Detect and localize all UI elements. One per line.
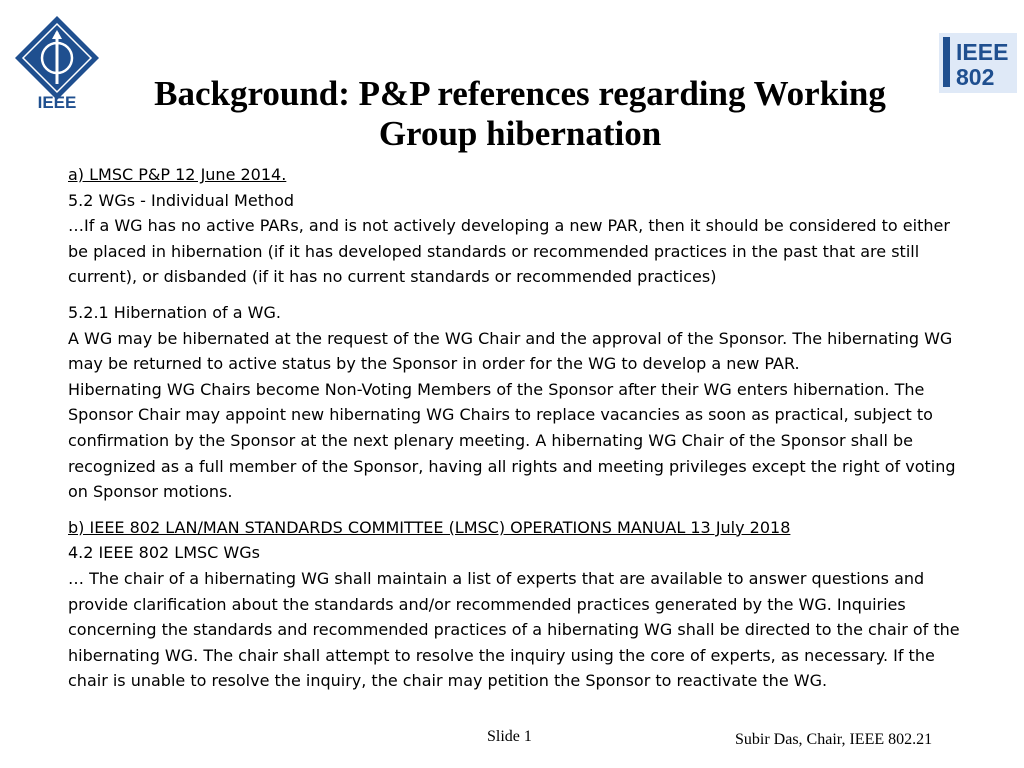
svg-text:802: 802 [956, 64, 995, 90]
paragraph-line: … The chair of a hibernating WG shall maintain a list of experts that are available to answer questions and [68, 568, 925, 588]
paragraph-line: confirmation by the Sponsor at the next plenary meeting. A hibernating WG Chair of the Sponsor shall be [68, 430, 913, 450]
section-a-intro [68, 162, 973, 290]
paragraph-line: concerning the standards and recommended practices of a hibernating WG shall be directed to the chair of the [68, 620, 960, 640]
paragraph-line: current), or disbanded (if it has no current standards or recommended practices) [68, 267, 717, 287]
slide-number: Slide 1 [487, 728, 532, 745]
paragraph-line: be placed in hibernation (if it has developed standards or recommended practices in the past that are still [68, 241, 920, 261]
section-b [68, 515, 973, 694]
paragraph-line: recognized as a full member of the Sponsor, having all rights and meeting privileges except the right of voting [68, 456, 956, 476]
section-b-heading: b) IEEE 802 LAN/MAN STANDARDS COMMITTEE (LMSC) OPERATIONS MANUAL 13 July 2018 [68, 517, 791, 537]
slide-title-line-2: Group hibernation [378, 114, 662, 153]
paragraph-line: Sponsor Chair may appoint new hibernating WG Chairs to replace vacancies as soon as practical, subject to [68, 405, 933, 425]
paragraph-line: may be returned to active status by the Sponsor in order for the WG to develop a new PAR. [68, 354, 800, 374]
slide-title-line-1: Background: P&P references regarding Working [154, 74, 886, 113]
paragraph-line: chair is unable to resolve the inquiry, the chair may petition the Sponsor to reactivate the WG. [68, 671, 828, 691]
section-a-sub2-heading: 5.2.1 Hibernation of a WG. [68, 302, 281, 322]
paragraph-line: hibernating WG. The chair shall attempt to resolve the inquiry using the core of experts, as necessary. If the [68, 645, 935, 665]
paragraph-line: provide clarification about the standards and/or recommended practices generated by the WG. Inquiries [68, 594, 906, 614]
section-a-hibernation [68, 300, 973, 505]
svg-text:IEEE: IEEE [956, 39, 1009, 65]
paragraph-line: …If a WG has no active PARs, and is not actively developing a new PAR, then it should be considered to either [68, 216, 950, 236]
ieee-logo [12, 14, 102, 110]
footer-author: Subir Das, Chair, IEEE 802.21 [735, 731, 933, 748]
section-a-subheading: 5.2 WGs - Individual Method [68, 190, 295, 210]
paragraph-line: A WG may be hibernated at the request of the WG Chair and the approval of the Sponsor. The hibernating WG [68, 328, 953, 348]
paragraph-line: on Sponsor motions. [68, 482, 233, 502]
section-b-subheading: 4.2 IEEE 802 LMSC WGs [68, 543, 260, 563]
svg-text:IEEE: IEEE [37, 93, 77, 110]
section-a-heading: a) LMSC P&P 12 June 2014. [68, 165, 287, 184]
ieee-diamond-icon [12, 14, 102, 110]
paragraph-line: Hibernating WG Chairs become Non-Voting Members of the Sponsor after their WG enters hibernation. The [68, 379, 925, 399]
ieee-802-logo [939, 33, 1017, 93]
slide-body [68, 162, 973, 704]
slide-title [100, 74, 940, 154]
